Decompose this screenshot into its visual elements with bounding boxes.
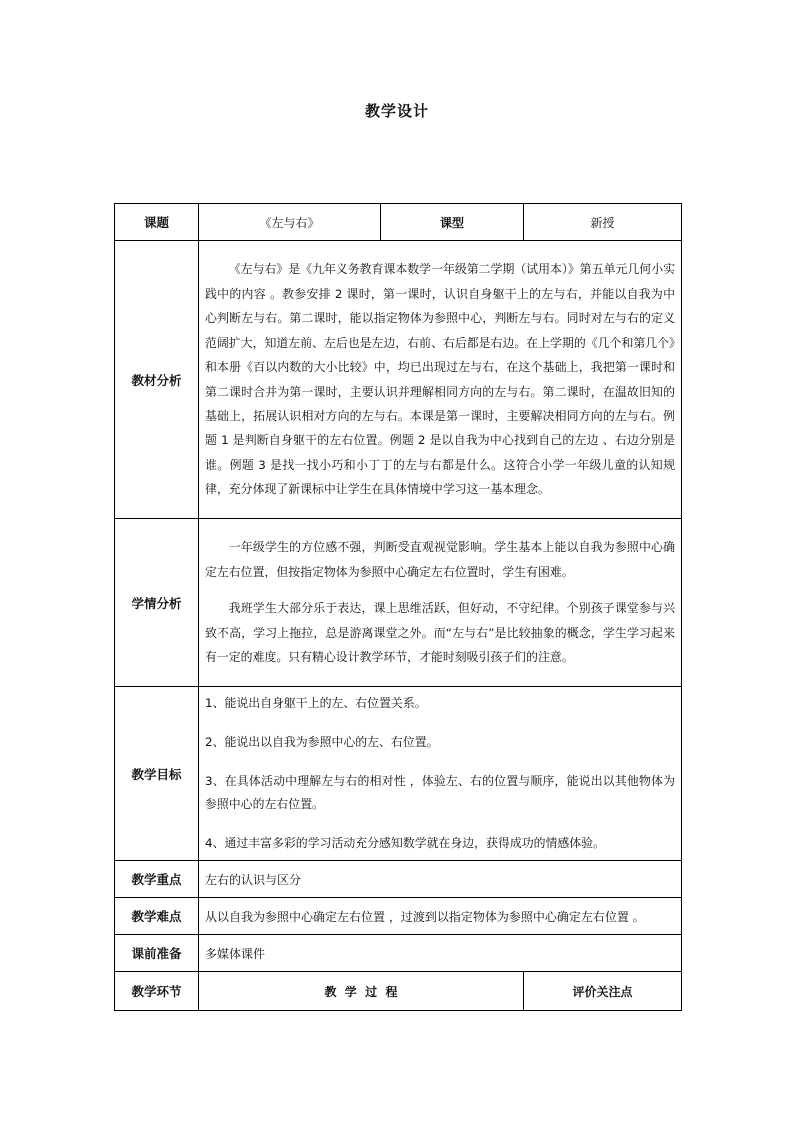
- row-course: [115, 204, 682, 241]
- material-analysis-cell: [199, 241, 682, 519]
- row-student-analysis: [115, 519, 682, 687]
- teaching-goal-item: 3、在具体活动中理解左与右的相对性 ，体验左、右的位置与顺序，能说出以其他物体为参照中心的左右位置。: [205, 774, 675, 811]
- row-teaching-goals: [115, 687, 682, 861]
- course-type-label: 课型: [381, 204, 524, 241]
- teaching-goal-item: 1、能说出自身躯干上的左、右位置关系。: [205, 696, 427, 710]
- evaluation-focus-header: 评价关注点: [524, 972, 682, 1011]
- row-material-analysis: [115, 241, 682, 519]
- course-value: 《左与右》: [199, 204, 381, 241]
- difficulty-value: 从以自我为参照中心确定左右位置 ，过渡到以指定物体为参照中心确定左右位置 。: [199, 898, 682, 935]
- teaching-process-header: 教 学 过 程: [199, 972, 524, 1011]
- row-key-point: [115, 861, 682, 898]
- difficulty-label: 教学难点: [115, 898, 199, 935]
- row-preparation: [115, 935, 682, 972]
- course-label: 课题: [115, 204, 199, 241]
- student-analysis-paragraph-2: 我班学生大部分乐于表达，课上思维活跃，但好动，不守纪律。个别孩子课堂参与兴致不高，学习上拖拉，总是游离课堂之外。而“左与右”是比较抽象的概念，学生学习起来有一定的难度。只有精心设计教学环节，才能时刻吸引孩子们的注意。: [205, 601, 675, 665]
- material-analysis-label: 教材分析: [115, 241, 199, 519]
- lesson-plan-table: [114, 203, 682, 1011]
- student-analysis-label: 学情分析: [115, 519, 199, 687]
- preparation-label: 课前准备: [115, 935, 199, 972]
- teaching-goals-label: 教学目标: [115, 687, 199, 861]
- teaching-goals-cell: [199, 687, 682, 861]
- teaching-goal-item: 4、通过丰富多彩的学习活动充分感知数学就在身边，获得成功的情感体验。: [205, 836, 605, 850]
- student-analysis-cell: [199, 519, 682, 687]
- preparation-value: 多媒体课件: [199, 935, 682, 972]
- material-analysis-text: 《左与右》是《九年义务教育课本数学一年级第二学期（试用本）》第五单元几何小实践中的内容 。教参安排 2 课时，第一课时，认识自身躯干上的左与右，并能以自我为中心判断左与右。第二课时，能以指定物体为参照中心，判断左与右。同时对左与右的定义范阔扩大，知道左前、左后也是左边，右前、右后都是右边。在上学期的《几个和第几个》和本册《百以内数的大小比较》中，均已出现过左与右，在这个基础上，我把第一课时和第二课时合并为第一课时，主要认识并理解相同方向的左与右。第二课时，在温故旧知的基础上，拓展认识相对方向的左与右。本课是第一课时，主要解决相同方向的左与右。例题 1 是判断自身躯干的左右位置。例题 2 是以自我为中心找到自己的左边 、右边分别是谁。例题 3 是找一找小巧和小丁丁的左与右都是什么。这符合小学一年级儿童的认知规律，充分体现了新课标中让学生在具体情境中学习这一基本理念。: [205, 262, 675, 497]
- teaching-stage-label: 教学环节: [115, 972, 199, 1011]
- row-difficulty: [115, 898, 682, 935]
- student-analysis-paragraph-1: 一年级学生的方位感不强，判断受直观视觉影响。学生基本上能以自我为参照中心确定左右位置，但按指定物体为参照中心确定左右位置时，学生有困难。: [205, 540, 675, 579]
- key-point-label: 教学重点: [115, 861, 199, 898]
- row-teaching-process: [115, 972, 682, 1011]
- course-type-value: 新授: [524, 204, 682, 241]
- teaching-goal-item: 2、能说出以自我为参照中心的左、右位置。: [205, 735, 439, 749]
- page-title: 教学设计: [364, 102, 429, 120]
- key-point-value: 左右的认识与区分: [199, 861, 682, 898]
